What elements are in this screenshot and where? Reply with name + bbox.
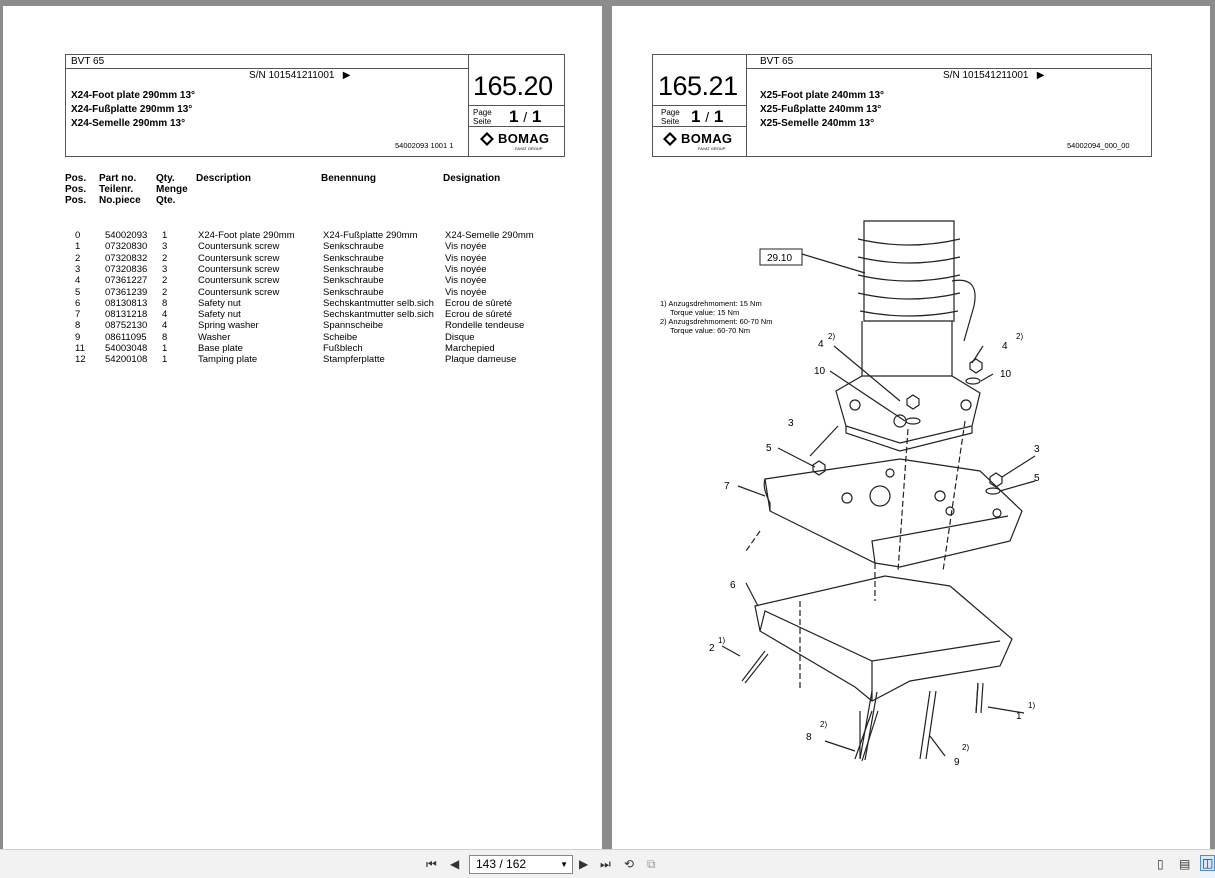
cell-ben: Senkschraube	[323, 252, 384, 264]
title-fr: X25-Semelle 240mm 13°	[760, 118, 875, 129]
arrow-right-icon: ▶	[1036, 70, 1045, 81]
page-label: Page	[473, 108, 492, 117]
col-designation-header: Designation	[443, 173, 501, 184]
page-label: Page	[661, 108, 680, 117]
seite-label: Seite	[473, 117, 492, 126]
title-de: X24-Fußplatte 290mm 13°	[71, 104, 193, 115]
callout-2-note: 2)	[1016, 332, 1024, 341]
col-description-header: Description	[196, 173, 252, 184]
chevron-down-icon: ▼	[560, 860, 568, 869]
left-page	[3, 6, 602, 849]
seite-label: Seite	[661, 117, 680, 126]
cell-qty: 1	[162, 343, 168, 354]
callout-3: 3	[788, 418, 794, 429]
cell-ben: Senkschraube	[323, 263, 384, 275]
bomag-logo: BOMAG FAYAT GROUP	[480, 131, 549, 146]
cell-part: 07320836	[105, 263, 148, 275]
cell-ben: Spannscheibe	[323, 320, 384, 332]
single-page-icon[interactable]: ▯	[1157, 857, 1164, 871]
col-benennung-header: Benennung	[321, 173, 376, 184]
page-number-select[interactable]	[469, 855, 573, 874]
callout-2-note: 2)	[820, 720, 828, 729]
callout-8: 8	[806, 732, 812, 743]
bomag-logo: BOMAG FAYAT GROUP	[663, 131, 732, 146]
bomag-diamond-icon	[480, 132, 494, 146]
cell-des: Ecrou de sûreté	[445, 297, 513, 309]
cell-pos: 7	[75, 309, 81, 321]
first-page-icon[interactable]: ⏮	[426, 857, 437, 871]
col-part-header: Part no. Teilenr. No.piece	[99, 173, 141, 206]
callout-3: 3	[1034, 444, 1040, 455]
cell-desc: Countersunk screw	[198, 252, 280, 264]
title-de: X25-Fußplatte 240mm 13°	[760, 104, 882, 115]
page-counter: 1 / 1	[691, 107, 724, 126]
callout-1-note: 1)	[1028, 701, 1036, 710]
cell-desc: Tamping plate	[198, 354, 258, 366]
cell-desc: Base plate	[198, 343, 243, 354]
cell-desc: Washer	[198, 331, 231, 343]
cell-des: Ecrou de sûreté	[445, 309, 513, 321]
cell-pos: 0	[75, 230, 81, 241]
cell-pos: 3	[75, 263, 81, 275]
model-label: BVT 65	[71, 56, 105, 67]
cell-desc: Countersunk screw	[198, 241, 280, 253]
cell-qty: 8	[162, 297, 168, 309]
reference-box-label: 29.10	[767, 253, 793, 264]
serial-number: S/N 101541211001 ▶	[249, 70, 351, 81]
cell-qty: 4	[162, 320, 168, 332]
right-header-box	[652, 54, 1152, 157]
section-number: 165.21	[658, 71, 738, 101]
torque-note-3: 2) Anzugsdrehmoment: 60-70 Nm	[660, 317, 773, 326]
cell-qty: 1	[162, 354, 168, 366]
cell-qty: 2	[162, 286, 168, 298]
callout-4: 4	[818, 339, 824, 350]
cell-ben: Sechskantmutter selb.sich	[323, 309, 434, 321]
cell-des: Vis noyée	[445, 252, 487, 264]
cell-qty: 3	[162, 263, 168, 275]
col-pos-header: Pos. Pos. Pos.	[65, 173, 87, 206]
cell-pos: 2	[75, 252, 81, 264]
cell-desc: Spring washer	[198, 320, 259, 332]
torque-note-2: Torque value: 15 Nm	[670, 308, 740, 317]
cell-desc: Countersunk screw	[198, 275, 280, 287]
cell-pos: 4	[75, 275, 81, 287]
cell-desc: Countersunk screw	[198, 286, 280, 298]
col-qty-header: Qty. Menge Qte.	[156, 173, 188, 206]
cell-part: 08130813	[105, 297, 148, 309]
cell-part: 07320830	[105, 241, 148, 253]
callout-2-note: 2)	[828, 332, 836, 341]
cell-part: 54002093	[105, 230, 148, 241]
rotate-icon[interactable]: ⟲	[624, 857, 635, 871]
cell-part: 07361227	[105, 275, 148, 287]
cell-qty: 8	[162, 331, 168, 343]
cell-qty: 2	[162, 252, 168, 264]
cell-pos: 5	[75, 286, 81, 298]
cell-part: 08611095	[105, 331, 147, 343]
title-en: X24-Foot plate 290mm 13°	[71, 90, 196, 101]
cell-ben: Senkschraube	[323, 275, 384, 287]
cell-pos: 6	[75, 297, 81, 309]
last-page-icon[interactable]: ⏭	[600, 857, 611, 871]
callout-6: 6	[730, 580, 736, 591]
cell-desc: X24-Foot plate 290mm	[198, 230, 295, 241]
cell-des: Rondelle tendeuse	[445, 320, 525, 332]
cell-pos: 1	[75, 241, 81, 253]
model-label: BVT 65	[760, 56, 794, 67]
right-page	[612, 6, 1210, 849]
cell-pos: 12	[75, 354, 86, 366]
torque-note-1: 1) Anzugsdrehmoment: 15 Nm	[660, 299, 762, 308]
prev-page-icon[interactable]: ◀	[450, 857, 460, 871]
section-number: 165.20	[473, 71, 553, 101]
cell-part: 08752130	[105, 320, 148, 332]
cell-pos: 11	[75, 343, 85, 354]
cell-des: Vis noyée	[445, 275, 487, 287]
cell-pos: 8	[75, 320, 81, 332]
cell-ben: Stampferplatte	[323, 354, 385, 366]
continuous-page-icon[interactable]: ▤	[1179, 857, 1191, 871]
callout-2: 2	[709, 643, 715, 654]
callout-10: 10	[814, 366, 826, 377]
next-page-icon[interactable]: ▶	[579, 857, 589, 871]
cell-pos: 9	[75, 331, 81, 343]
arrow-right-icon: ▶	[342, 70, 351, 81]
exploded-parts-drawing	[650, 211, 1080, 771]
page-counter: 1 / 1	[509, 107, 542, 126]
part-titles	[760, 89, 884, 131]
cell-qty: 2	[162, 275, 168, 287]
callout-10: 10	[1000, 369, 1012, 380]
two-page-icon[interactable]: ◫	[1202, 856, 1214, 870]
title-fr: X24-Semelle 290mm 13°	[71, 118, 186, 129]
copy-icon[interactable]: ⧉	[647, 857, 656, 871]
callout-5: 5	[1034, 473, 1040, 484]
cell-ben: Sechskantmutter selb.sich	[323, 297, 434, 309]
cell-des: Marchepied	[445, 343, 495, 354]
cell-des: Plaque dameuse	[445, 354, 517, 366]
torque-note-4: Torque value: 60-70 Nm	[670, 326, 751, 335]
cell-qty: 4	[162, 309, 168, 321]
cell-qty: 3	[162, 241, 168, 253]
callout-1: 1	[1016, 711, 1022, 722]
cell-part: 54003048	[105, 343, 148, 354]
cell-des: Vis noyée	[445, 263, 487, 275]
cell-part: 54200108	[105, 354, 148, 366]
cell-des: X24-Semelle 290mm	[445, 230, 534, 241]
cell-desc: Countersunk screw	[198, 263, 280, 275]
cell-part: 07361239	[105, 286, 148, 298]
cell-ben: X24-Fußplatte 290mm	[323, 230, 418, 241]
cell-ben: Senkschraube	[323, 241, 384, 253]
serial-number: S/N 101541211001 ▶	[943, 70, 1045, 81]
cell-des: Disque	[445, 331, 475, 343]
cell-part: 07320832	[105, 252, 148, 264]
cell-ben: Scheibe	[323, 331, 358, 343]
part-titles	[71, 89, 195, 131]
callout-2-note: 2)	[962, 743, 970, 752]
title-en: X25-Foot plate 240mm 13°	[760, 90, 885, 101]
callout-5: 5	[766, 443, 772, 454]
cell-qty: 1	[162, 230, 168, 241]
callout-9: 9	[954, 757, 960, 768]
cell-ben: Fußblech	[323, 343, 363, 354]
doc-number: 54002093 1001 1	[395, 141, 454, 150]
cell-ben: Senkschraube	[323, 286, 384, 298]
doc-number: 54002094_000_00	[1067, 141, 1130, 150]
bomag-diamond-icon	[663, 132, 677, 146]
cell-part: 08131218	[105, 309, 148, 321]
cell-des: Vis noyée	[445, 286, 487, 298]
callout-4: 4	[1002, 341, 1008, 352]
cell-desc: Safety nut	[198, 297, 241, 309]
callout-1-note: 1)	[718, 636, 726, 645]
cell-des: Vis noyée	[445, 241, 487, 253]
callout-7: 7	[724, 481, 730, 492]
left-header-box	[65, 54, 565, 157]
cell-desc: Safety nut	[198, 309, 241, 321]
page-number-value: 143 / 162	[476, 857, 527, 871]
